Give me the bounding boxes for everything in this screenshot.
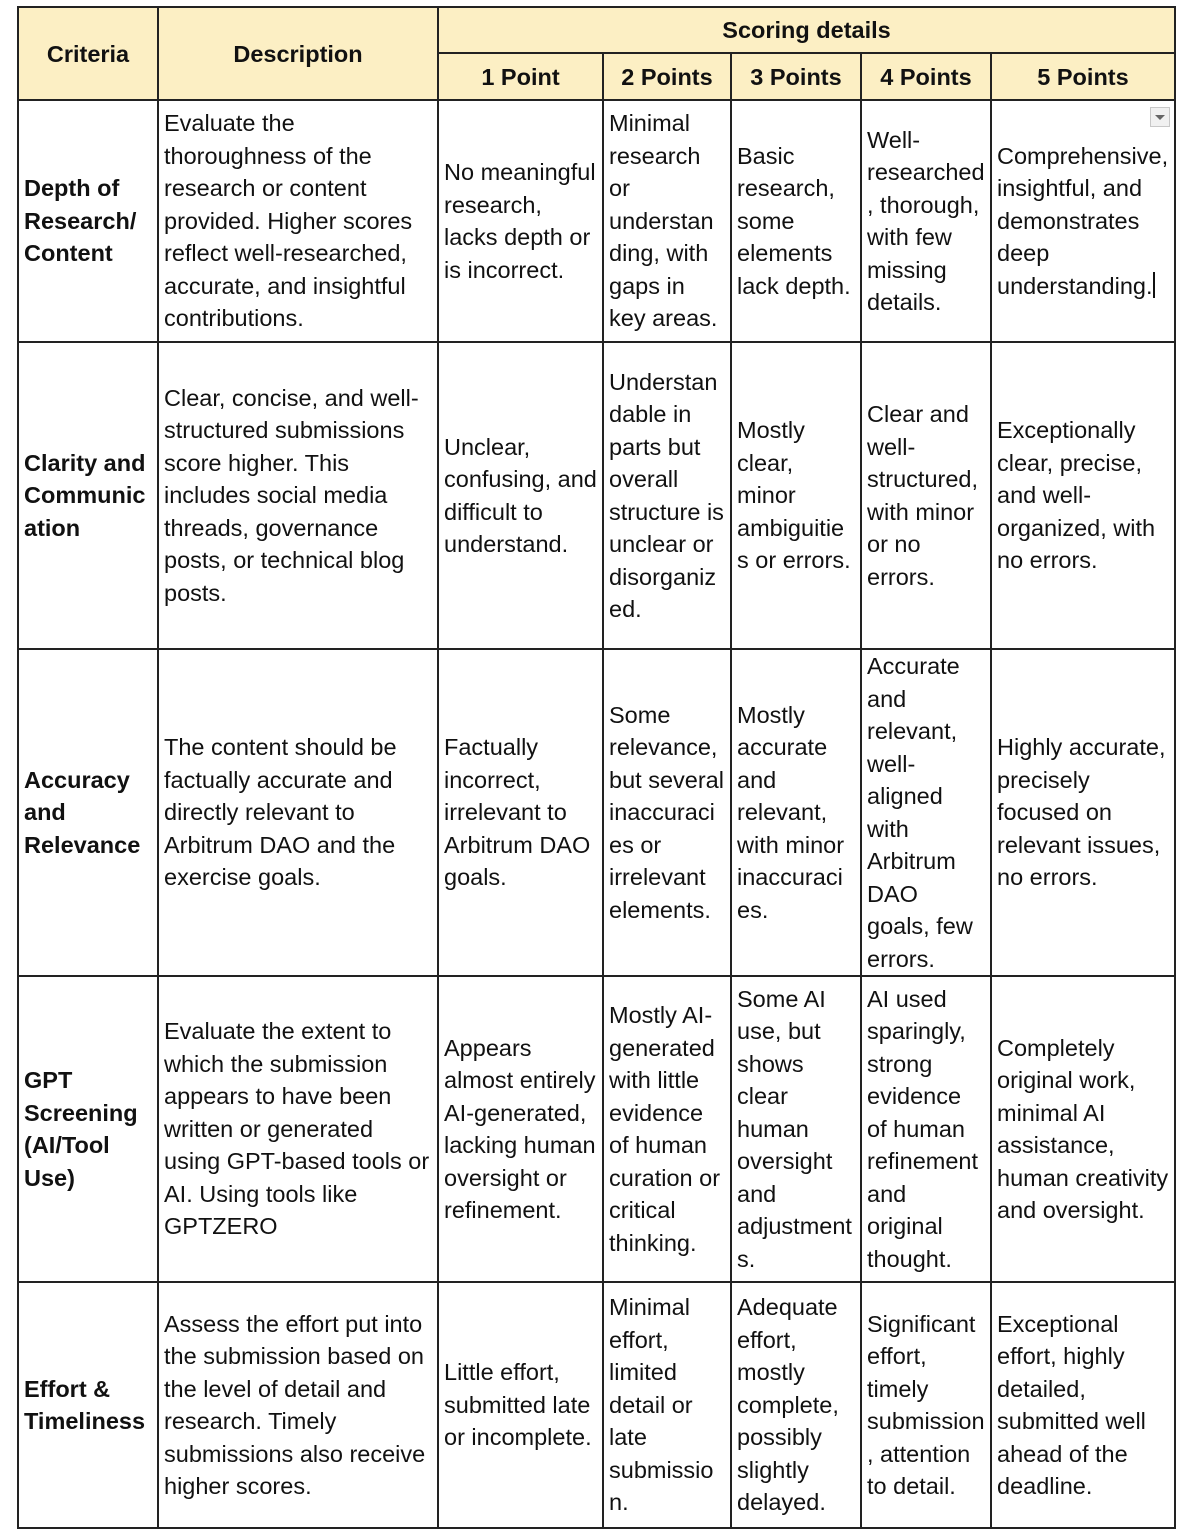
score-cell-5[interactable]: Highly accurate, precisely focused on relevant issues, no errors.: [991, 649, 1175, 976]
score-cell-5[interactable]: Exceptional effort, highly detailed, submitted well ahead of the deadline.: [991, 1282, 1175, 1528]
score-cell-2[interactable]: Understandable in parts but overall structure is unclear or disorganized.: [603, 342, 731, 649]
header-description[interactable]: Description: [158, 7, 438, 100]
score-cell-4[interactable]: Clear and well-structured, with minor or no errors.: [861, 342, 991, 649]
criteria-cell[interactable]: GPT Screening (AI/Tool Use): [18, 976, 158, 1282]
scoring-rubric-table: [17, 6, 1176, 1529]
score-cell-3[interactable]: Adequate effort, mostly complete, possibly slightly delayed.: [731, 1282, 861, 1528]
score-cell-1[interactable]: Unclear, confusing, and difficult to understand.: [438, 342, 603, 649]
score-cell-5-text: Comprehensive, insightful, and demonstrates deep understanding.: [997, 142, 1169, 299]
description-cell[interactable]: Evaluate the extent to which the submission appears to have been written or generated using GPT-based tools or AI. Using tools like GPTZERO: [158, 976, 438, 1282]
header-scoring-details[interactable]: Scoring details: [438, 7, 1175, 53]
description-cell[interactable]: Clear, concise, and well-structured submissions score higher. This includes social media threads, governance posts, or technical blog posts.: [158, 342, 438, 649]
score-cell-1[interactable]: Factually incorrect, irrelevant to Arbitrum DAO goals.: [438, 649, 603, 976]
criteria-cell[interactable]: Accuracy and Relevance: [18, 649, 158, 976]
table-row: [18, 342, 1175, 649]
score-cell-3[interactable]: Mostly accurate and relevant, with minor inaccuracies.: [731, 649, 861, 976]
cell-dropdown-button[interactable]: [1150, 107, 1170, 127]
score-cell-2[interactable]: Some relevance, but several inaccuracies or irrelevant elements.: [603, 649, 731, 976]
header-4-points[interactable]: 4 Points: [861, 53, 991, 100]
description-cell[interactable]: Evaluate the thoroughness of the research or content provided. Higher scores reflect well-researched, accurate, and insightful contributions.: [158, 100, 438, 342]
header-row-top: [18, 7, 1175, 53]
score-cell-4[interactable]: Well-researched, thorough, with few missing details.: [861, 100, 991, 342]
criteria-cell[interactable]: Clarity and Communication: [18, 342, 158, 649]
score-cell-2[interactable]: Minimal research or understanding, with gaps in key areas.: [603, 100, 731, 342]
header-1-point[interactable]: 1 Point: [438, 53, 603, 100]
score-cell-2[interactable]: Minimal effort, limited detail or late submission.: [603, 1282, 731, 1528]
header-2-points[interactable]: 2 Points: [603, 53, 731, 100]
score-cell-3[interactable]: Some AI use, but shows clear human oversight and adjustments.: [731, 976, 861, 1282]
score-cell-3[interactable]: Basic research, some elements lack depth.: [731, 100, 861, 342]
description-cell[interactable]: Assess the effort put into the submission based on the level of detail and research. Timely submissions also receive higher scores.: [158, 1282, 438, 1528]
table-row: [18, 649, 1175, 976]
criteria-cell[interactable]: Effort & Timeliness: [18, 1282, 158, 1528]
text-caret-icon: [1153, 272, 1155, 298]
table-row: [18, 1282, 1175, 1528]
header-3-points[interactable]: 3 Points: [731, 53, 861, 100]
score-cell-1[interactable]: Little effort, submitted late or incomplete.: [438, 1282, 603, 1528]
score-cell-5[interactable]: Completely original work, minimal AI assistance, human creativity and oversight.: [991, 976, 1175, 1282]
score-cell-3[interactable]: Mostly clear, minor ambiguities or errors.: [731, 342, 861, 649]
criteria-cell[interactable]: Depth of Research/ Content: [18, 100, 158, 342]
header-criteria[interactable]: Criteria: [18, 7, 158, 100]
description-cell[interactable]: The content should be factually accurate and directly relevant to Arbitrum DAO and the exercise goals.: [158, 649, 438, 976]
score-cell-5[interactable]: Exceptionally clear, precise, and well-organized, with no errors.: [991, 342, 1175, 649]
score-cell-5-active[interactable]: [991, 100, 1175, 342]
score-cell-4[interactable]: Accurate and relevant, well-aligned with Arbitrum DAO goals, few errors.: [861, 649, 991, 976]
table-row: [18, 100, 1175, 342]
score-cell-4[interactable]: Significant effort, timely submission, attention to detail.: [861, 1282, 991, 1528]
header-5-points[interactable]: 5 Points: [991, 53, 1175, 100]
score-cell-2[interactable]: Mostly AI-generated with little evidence of human curation or critical thinking.: [603, 976, 731, 1282]
score-cell-1[interactable]: Appears almost entirely AI-generated, lacking human oversight or refinement.: [438, 976, 603, 1282]
table-row: [18, 976, 1175, 1282]
score-cell-1[interactable]: No meaningful research, lacks depth or is incorrect.: [438, 100, 603, 342]
score-cell-4[interactable]: AI used sparingly, strong evidence of human refinement and original thought.: [861, 976, 991, 1282]
